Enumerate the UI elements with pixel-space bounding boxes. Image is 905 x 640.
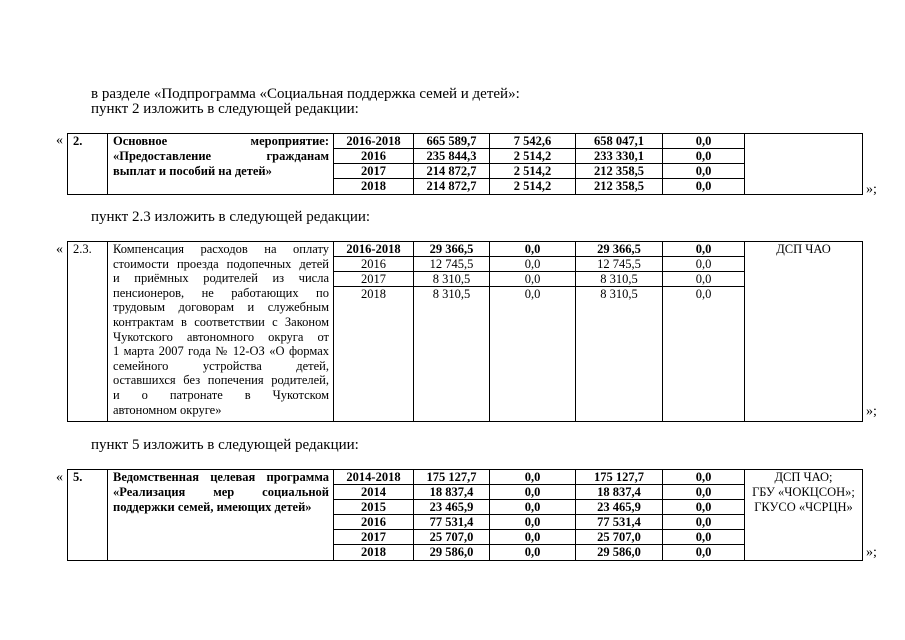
amount-cell: 29 366,5 — [576, 242, 663, 257]
amount-cell: 0,0 — [490, 515, 576, 530]
total-amount-cell: 8 310,5 — [414, 272, 490, 287]
item-number: 2. — [68, 134, 108, 194]
total-amount-cell: 235 844,3 — [414, 149, 490, 164]
total-amount-cell: 214 872,7 — [414, 179, 490, 194]
description-line: трудовым договорам и служебным — [113, 300, 329, 315]
amount-cell: 8 310,5 — [576, 287, 663, 421]
amount-cell: 0,0 — [490, 287, 576, 421]
amount-cell: 0,0 — [490, 530, 576, 545]
total-amount-cell: 29 366,5 — [414, 242, 490, 257]
amount-cell: 0,0 — [663, 134, 745, 149]
responsible-line: ДСП ЧАО; — [774, 470, 833, 484]
amount-cell: 0,0 — [663, 149, 745, 164]
total-amount-cell: 18 837,4 — [414, 485, 490, 500]
period-cell: 2017 — [334, 164, 414, 179]
responsible-line: ГКУСО «ЧСРЦН» — [754, 500, 853, 514]
period-cell: 2014 — [334, 485, 414, 500]
amount-cell: 0,0 — [663, 470, 745, 485]
amount-cell: 23 465,9 — [576, 500, 663, 515]
responsible-line: ДСП ЧАО — [776, 242, 831, 256]
amount-cell: 0,0 — [663, 179, 745, 194]
amount-cell: 0,0 — [663, 242, 745, 257]
amount-cell: 0,0 — [663, 164, 745, 179]
description-line: стоимости проезда подопечных детей — [113, 256, 329, 271]
amount-cell: 0,0 — [663, 485, 745, 500]
amendment-table-item-2-3 — [67, 241, 863, 422]
item-description — [108, 134, 334, 194]
responsible-cell — [745, 134, 862, 194]
description-line: и о патронате в Чукотском — [113, 387, 329, 402]
item-description — [108, 242, 334, 421]
description-line: выплат и пособий на детей» — [113, 164, 272, 178]
amount-cell: 0,0 — [663, 257, 745, 272]
amount-cell: 7 542,6 — [490, 134, 576, 149]
description-line: контрактам в соответствии с Законом — [113, 314, 329, 329]
description-line: автономном округе» — [113, 402, 222, 417]
instruction-item-2: пункт 2 изложить в следующей редакции: — [91, 101, 359, 117]
responsible-cell — [745, 242, 862, 421]
amendment-table-item-2 — [67, 133, 863, 195]
description-line: «Реализация мер социальной — [113, 485, 329, 499]
instruction-item-5: пункт 5 изложить в следующей редакции: — [91, 437, 359, 453]
amount-cell: 2 514,2 — [490, 164, 576, 179]
amount-cell: 12 745,5 — [576, 257, 663, 272]
description-line: Компенсация расходов на оплату — [113, 242, 329, 256]
opening-quote: « — [56, 470, 63, 485]
period-cell: 2017 — [334, 530, 414, 545]
period-cell: 2016 — [334, 257, 414, 272]
closing-quote: »; — [866, 404, 877, 419]
amount-cell: 0,0 — [490, 272, 576, 287]
total-amount-cell: 77 531,4 — [414, 515, 490, 530]
amount-cell: 0,0 — [490, 470, 576, 485]
amount-cell: 0,0 — [663, 530, 745, 545]
total-amount-cell: 175 127,7 — [414, 470, 490, 485]
amount-cell: 77 531,4 — [576, 515, 663, 530]
amount-cell: 8 310,5 — [576, 272, 663, 287]
responsible-cell — [745, 470, 862, 560]
period-cell: 2016 — [334, 149, 414, 164]
amount-cell: 658 047,1 — [576, 134, 663, 149]
description-line: «Предоставление гражданам — [113, 149, 329, 163]
period-cell: 2018 — [334, 287, 414, 421]
total-amount-cell: 25 707,0 — [414, 530, 490, 545]
description-line: Основное мероприятие: — [113, 134, 329, 148]
period-cell: 2016-2018 — [334, 242, 414, 257]
opening-quote: « — [56, 133, 63, 148]
amount-cell: 29 586,0 — [576, 545, 663, 560]
description-line: и приёмных родителей из числа — [113, 271, 329, 286]
description-line: семейного устройства детей, — [113, 358, 329, 373]
description-line: поддержки семей, имеющих детей» — [113, 500, 312, 514]
amount-cell: 212 358,5 — [576, 179, 663, 194]
opening-quote: « — [56, 242, 63, 257]
amount-cell: 0,0 — [490, 242, 576, 257]
description-line: оставшихся без попечения родителей, — [113, 373, 329, 388]
description-line: пенсионеров, не работающих по — [113, 285, 329, 300]
section-heading-line: в разделе «Подпрограмма «Социальная поддержка семей и детей»: — [91, 86, 520, 102]
amount-cell: 0,0 — [663, 515, 745, 530]
period-cell: 2014-2018 — [334, 470, 414, 485]
amount-cell: 0,0 — [663, 287, 745, 421]
amount-cell: 212 358,5 — [576, 164, 663, 179]
period-cell: 2016-2018 — [334, 134, 414, 149]
amount-cell: 0,0 — [663, 545, 745, 560]
amount-cell: 0,0 — [490, 500, 576, 515]
total-amount-cell: 8 310,5 — [414, 287, 490, 421]
amount-cell: 233 330,1 — [576, 149, 663, 164]
total-amount-cell: 214 872,7 — [414, 164, 490, 179]
total-amount-cell: 23 465,9 — [414, 500, 490, 515]
description-line: Чукотского автономного округа от — [113, 329, 329, 344]
period-cell: 2015 — [334, 500, 414, 515]
total-amount-cell: 29 586,0 — [414, 545, 490, 560]
period-cell: 2016 — [334, 515, 414, 530]
amount-cell: 0,0 — [490, 257, 576, 272]
amount-cell: 2 514,2 — [490, 149, 576, 164]
amount-cell: 0,0 — [663, 500, 745, 515]
total-amount-cell: 665 589,7 — [414, 134, 490, 149]
closing-quote: »; — [866, 182, 877, 197]
closing-quote: »; — [866, 545, 877, 560]
amount-cell: 2 514,2 — [490, 179, 576, 194]
amount-cell: 25 707,0 — [576, 530, 663, 545]
item-number: 5. — [68, 470, 108, 560]
instruction-item-2-3: пункт 2.3 изложить в следующей редакции: — [91, 209, 371, 225]
description-line: 1 марта 2007 года № 12-ОЗ «О формах — [113, 344, 329, 359]
item-description — [108, 470, 334, 560]
amendment-table-item-5 — [67, 469, 863, 561]
amount-cell: 18 837,4 — [576, 485, 663, 500]
responsible-line: ГБУ «ЧОКЦСОН»; — [752, 485, 855, 499]
description-line: Ведомственная целевая программа — [113, 470, 329, 484]
period-cell: 2018 — [334, 179, 414, 194]
amount-cell: 0,0 — [490, 485, 576, 500]
amount-cell: 0,0 — [490, 545, 576, 560]
total-amount-cell: 12 745,5 — [414, 257, 490, 272]
item-number: 2.3. — [68, 242, 108, 421]
period-cell: 2017 — [334, 272, 414, 287]
amount-cell: 175 127,7 — [576, 470, 663, 485]
period-cell: 2018 — [334, 545, 414, 560]
amount-cell: 0,0 — [663, 272, 745, 287]
